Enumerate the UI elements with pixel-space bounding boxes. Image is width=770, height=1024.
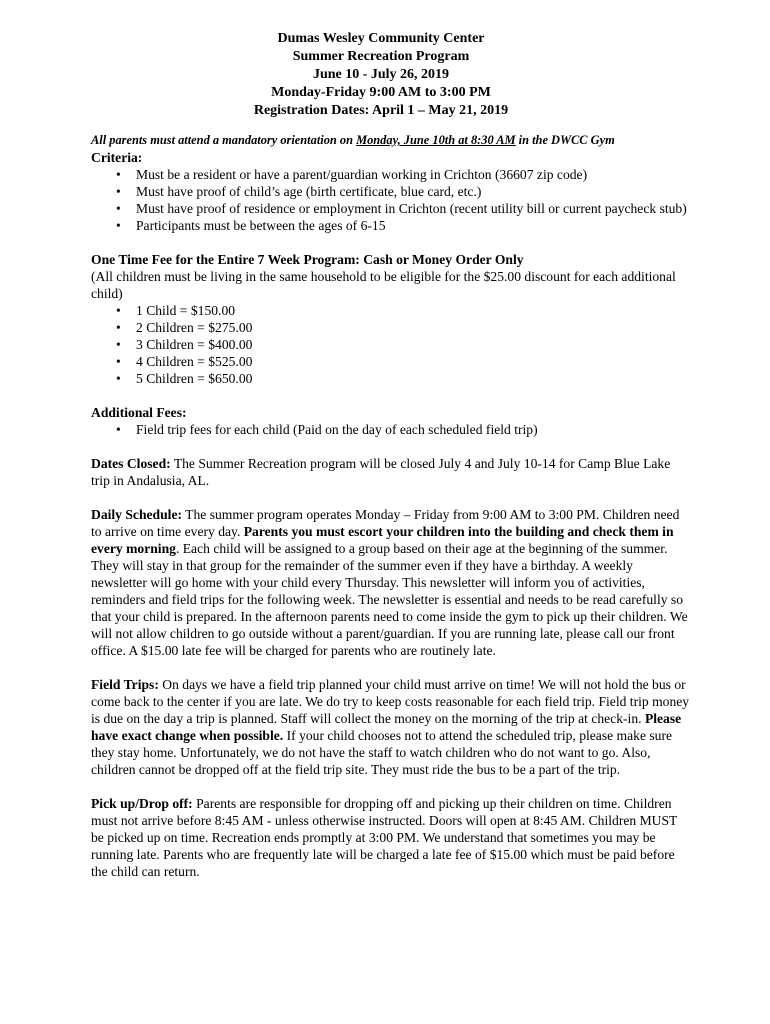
list-item: • 5 Children = $650.00 (136, 370, 691, 387)
orientation-date: Monday, June 10th at 8:30 AM (356, 133, 516, 147)
registration-dates: Registration Dates: April 1 – May 21, 2019 (253, 103, 509, 118)
list-item: • Participants must be between the ages of 6-15 (136, 217, 691, 234)
fees-note: (All children must be living in the same household to be eligible for the $25.00 discount for each additional child) (91, 269, 676, 301)
orientation-notice: All parents must attend a mandatory orientation on Monday, June 10th at 8:30 AM in the DWCC Gym (91, 133, 615, 147)
list-item: • 4 Children = $525.00 (136, 353, 691, 370)
escort-notice: Parents you must escort your children into the building and check them in every morning (91, 524, 674, 556)
exact-change-notice: Please have exact change when possible. (91, 711, 682, 743)
criteria-heading: Criteria: (91, 150, 143, 165)
fees-section (91, 251, 691, 387)
list-item: • Must have proof of residence or employment in Crichton (recent utility bill or current paycheck stub) (136, 200, 691, 217)
field-trips-paragraph: Field Trips: On days we have a field trip planned your child must arrive on time! We will not hold the bus or come back to the center if you are late. We do try to keep costs reasonable for each field trip. Field trip money is due on the day a trip is planned. Staff will collect the money on the morning of the trip at check-in. Please have exact change when possible. If your child chooses not to attend the scheduled trip, please make sure they stay home. Unfortunately, we do not have the staff to watch children who do not want to go. Also, children cannot be dropped off at the field trip site. They must ride the bus to be a part of the trip. (91, 677, 690, 777)
list-item: • 3 Children = $400.00 (136, 336, 691, 353)
list-item: • Must be a resident or have a parent/guardian working in Crichton (36607 zip code) (136, 166, 691, 183)
daily-schedule-paragraph: Daily Schedule: The summer program operates Monday – Friday from 9:00 AM to 3:00 PM. Children need to arrive on time every day. Parents you must escort your children into the building and check them in every morning. Each child will be assigned to a group based on their age at the beginning of the summer. They will stay in that group for the remainder of the summer even if they have a birthday. A weekly newsletter will go home with your child every Thursday. This newsletter will inform you of activities, reminders and field trips for the following week. The newsletter is essential and needs to be read carefully so that your child is prepared. In the afternoon parents need to come inside the gym to pick up their children. We will not allow children to go outside without a parent/guardian. If you are running late, please call our front office. A $15.00 late fee will be charged for parents who are routinely late. (91, 507, 688, 658)
center-name: Dumas Wesley Community Center (277, 31, 485, 46)
field-trips-label: Field Trips: (91, 677, 159, 692)
list-item: • 1 Child = $150.00 (136, 302, 691, 319)
dates-closed-paragraph: Dates Closed: The Summer Recreation program will be closed July 4 and July 10-14 for Camp Blue Lake trip in Andalusia, AL. (91, 456, 671, 488)
dates-closed-label: Dates Closed: (91, 456, 171, 471)
pickup-dropoff-label: Pick up/Drop off: (91, 796, 193, 811)
daily-schedule-label: Daily Schedule: (91, 507, 183, 522)
criteria-section (91, 149, 691, 234)
additional-fees-list (91, 421, 691, 438)
document-page (91, 30, 691, 880)
list-item: • 2 Children = $275.00 (136, 319, 691, 336)
fees-list (91, 302, 691, 387)
list-item: • Field trip fees for each child (Paid on the day of each scheduled field trip) (136, 421, 691, 438)
document-header (71, 30, 691, 120)
list-item: • Must have proof of child’s age (birth certificate, blue card, etc.) (136, 183, 691, 200)
program-dates: June 10 - July 26, 2019 (312, 67, 450, 82)
additional-fees-heading: Additional Fees: (91, 405, 187, 420)
pickup-dropoff-paragraph: Pick up/Drop off: Parents are responsible for dropping off and picking up their children on time. Children must not arrive before 8:45 AM - unless otherwise instructed. Doors will open at 8:45 AM. Children MUST be picked up on time. Recreation ends promptly at 3:00 PM. We understand that sometimes you may be running late. Parents who are frequently late will be charged a late fee of $15.00 which must be paid before the child can return. (91, 796, 678, 879)
program-hours: Monday-Friday 9:00 AM to 3:00 PM (271, 85, 491, 100)
program-name: Summer Recreation Program (292, 49, 470, 64)
additional-fees-section (91, 404, 691, 438)
fees-heading: One Time Fee for the Entire 7 Week Program: Cash or Money Order Only (91, 252, 524, 267)
criteria-list (91, 166, 691, 234)
